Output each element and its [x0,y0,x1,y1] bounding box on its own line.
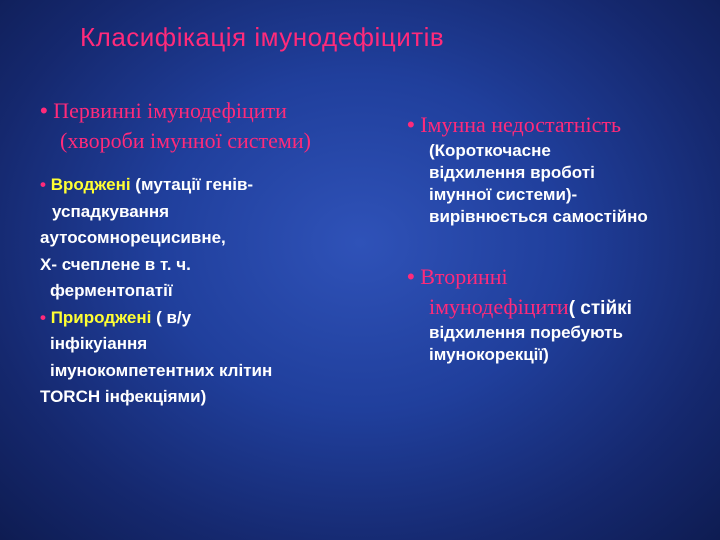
secondary-line: імунокорекції) [429,345,549,364]
insufficiency-line: вирівнюється самостійно [429,207,648,226]
congenital-desc-start: ( в/у [151,307,192,327]
slide-title: Класифікація імунодефіцитів [80,22,445,52]
secondary-heading: Вторинні [420,264,508,289]
bullet-icon: • [40,98,48,123]
innate-line: аутосомнорецисивне, [40,228,226,247]
bullet-icon: • [407,264,415,289]
congenital-item [40,305,400,411]
primary-heading: Первинні імунодефіцити [53,98,287,123]
congenital-line: імунокомпетентних клітин [50,360,273,380]
primary-immunodeficiency-item [40,96,400,156]
bullet-icon: • [40,175,46,194]
right-column [407,110,719,366]
congenital-term: Природжені [50,307,152,327]
secondary-heading-cont: імунодефіцити [429,294,569,319]
insufficiency-line: (Короткочасне [429,141,551,160]
insufficiency-heading: Імунна недостатність [420,112,622,137]
innate-line: ферментопатії [50,281,173,300]
insufficiency-line: імунної системи)- [429,185,578,204]
congenital-line: інфікуіання [50,334,148,353]
insufficiency-item [407,110,719,228]
innate-term: Вроджені [50,175,131,194]
innate-desc-start: (мутації генів- [130,175,254,194]
innate-line: Х- счеплене в т. ч. [40,254,191,274]
bullet-icon: • [40,307,46,327]
innate-line: успадкування [52,201,170,221]
secondary-desc-start: ( стійкі [568,298,632,319]
innate-item [40,172,400,305]
left-column [40,96,400,411]
secondary-item [407,262,719,366]
secondary-line: відхилення поребують [429,323,623,342]
primary-subheading: (хвороби імунної системи) [60,128,311,153]
congenital-line: TORCH інфекціями) [40,387,207,406]
bullet-icon: • [407,112,415,137]
insufficiency-line: відхилення вроботі [429,163,595,182]
